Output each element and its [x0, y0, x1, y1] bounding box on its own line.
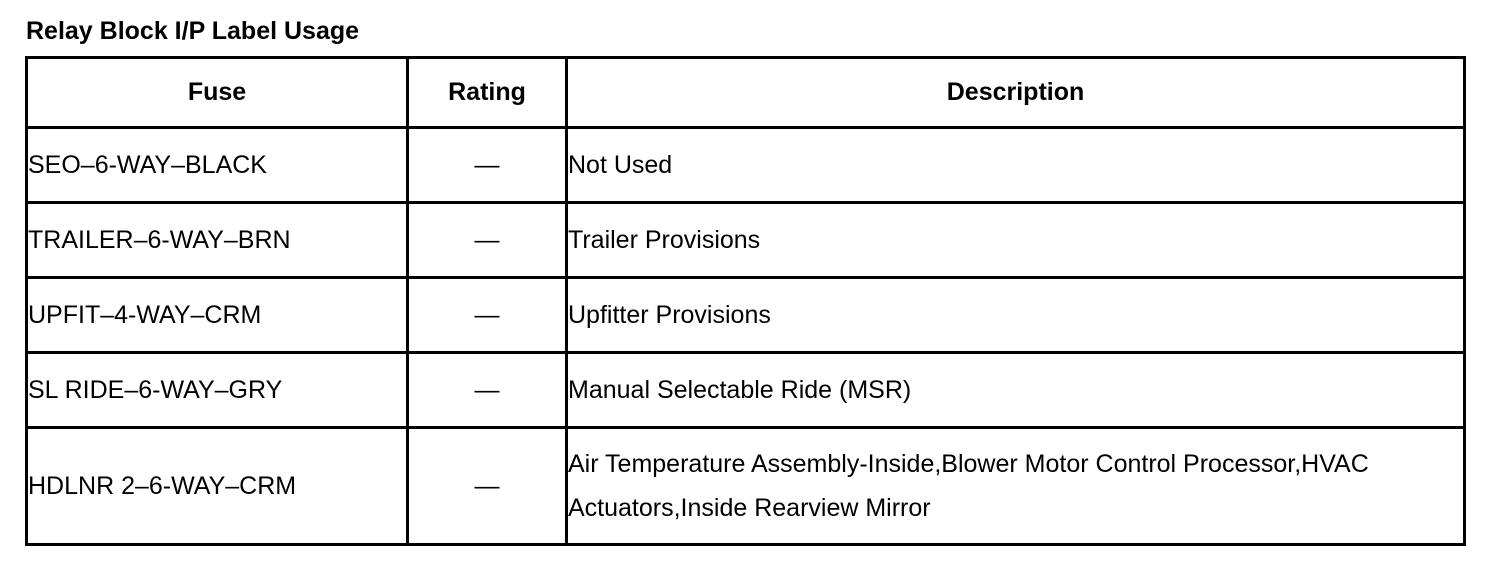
table-row — [27, 128, 1465, 203]
table-row — [27, 428, 1465, 545]
fuse-cell: SL RIDE–6-WAY–GRY — [27, 353, 408, 428]
rating-cell: — — [408, 128, 567, 203]
rating-cell: — — [408, 428, 567, 545]
rating-cell: — — [408, 353, 567, 428]
fuse-cell: SEO–6-WAY–BLACK — [27, 128, 408, 203]
description-cell: Trailer Provisions — [567, 203, 1465, 278]
table-row — [27, 353, 1465, 428]
relay-block-table — [25, 56, 1466, 546]
description-cell: Air Temperature Assembly-Inside,Blower Motor Control Processor,HVAC Actuators,Inside Rearview Mirror — [567, 428, 1465, 545]
column-header-rating: Rating — [408, 58, 567, 128]
fuse-cell: TRAILER–6-WAY–BRN — [27, 203, 408, 278]
description-cell: Upfitter Provisions — [567, 278, 1465, 353]
column-header-description: Description — [567, 58, 1465, 128]
table-row — [27, 278, 1465, 353]
table-row — [27, 203, 1465, 278]
column-header-fuse: Fuse — [27, 58, 408, 128]
page-title: Relay Block I/P Label Usage — [26, 17, 360, 45]
rating-cell: — — [408, 278, 567, 353]
rating-cell: — — [408, 203, 567, 278]
fuse-cell: UPFIT–4-WAY–CRM — [27, 278, 408, 353]
table-header-row — [27, 58, 1465, 128]
fuse-cell: HDLNR 2–6-WAY–CRM — [27, 428, 408, 545]
description-cell: Manual Selectable Ride (MSR) — [567, 353, 1465, 428]
description-cell: Not Used — [567, 128, 1465, 203]
